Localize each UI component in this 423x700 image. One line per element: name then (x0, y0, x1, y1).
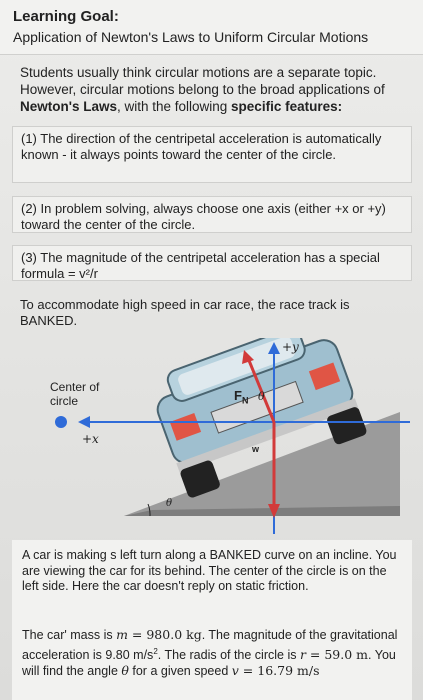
plus-x-label: +x (82, 432, 99, 446)
banked-track-note: To accommodate high speed in car race, the race track is BANKED. (20, 297, 350, 328)
learning-goal-text: Application of Newton's Laws to Uniform Circular Motions (13, 29, 369, 45)
feature-2-text: (2) In problem solving, always choose one axis (either +x or +y) toward the center of the circle. (21, 201, 386, 232)
feature-3-text: (3) The magnitude of the centripetal acceleration has a special formula = v²/r (21, 250, 380, 281)
banked-curve-figure (12, 338, 412, 538)
normal-force-label: $F_N$ (234, 388, 249, 406)
problem-description: A car is making s left turn along a BANKED curve on an incline. You are viewing the car for its behind. The center of the circle is on the left side. Here the car doesn't reply on static friction. (22, 548, 397, 593)
intro-bold-newton: Newton's Laws (20, 99, 117, 114)
feature-1-box (12, 126, 412, 183)
intro-section (12, 60, 412, 122)
learning-goal-box (0, 0, 423, 55)
theta-label-road: θ (166, 498, 173, 509)
intro-text: Students usually think circular motions are a separate topic. However, circular motions belong to the broad applications of Newton's Laws, with the following specific features: (20, 65, 385, 114)
intro-bold-features: specific features: (231, 99, 343, 114)
feature-2-box (12, 196, 412, 233)
problem-box (12, 540, 412, 700)
weight-label: w (252, 444, 260, 454)
learning-goal-title: Learning Goal: (13, 8, 119, 25)
center-dot (55, 416, 67, 428)
banked-curve-diagram (12, 338, 412, 538)
theta-label-car: θ (258, 390, 265, 403)
x-axis-arrowhead (78, 416, 90, 428)
problem-given-values: The car' mass is m = 980.0 kg. The magnitude of the gravitational acceleration is 9.80 $m/s^2$. The radis of the circle is r = 59.0 m. You will find the angle θ for a given speed v = 16.79 m/s (22, 627, 398, 679)
center-of-circle-label: Center of circle (50, 380, 100, 408)
feature-3-box (12, 245, 412, 281)
plus-y-label: +y (282, 340, 299, 354)
feature-1-text: (1) The direction of the centripetal acceleration is automatically known - it always points toward the center of the circle. (21, 131, 382, 162)
